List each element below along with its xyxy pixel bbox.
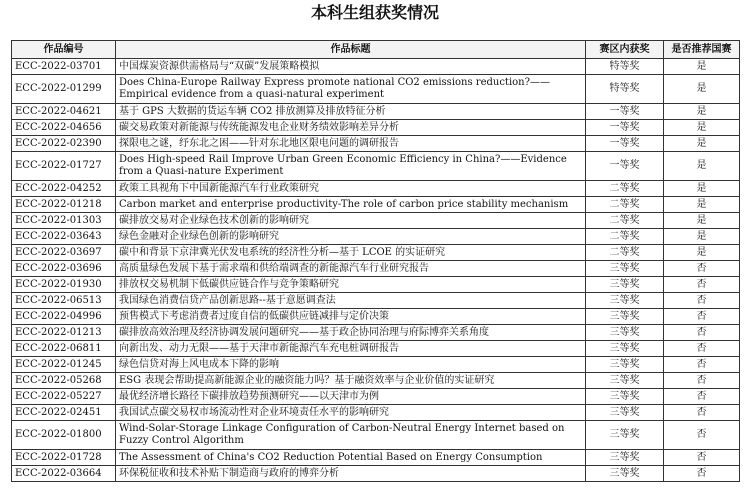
- cell-national-recommend: 是: [664, 181, 740, 197]
- table-row: [12, 341, 740, 357]
- cell-national-recommend: 是: [664, 152, 740, 181]
- table-row: [12, 75, 740, 104]
- table-row: [12, 389, 740, 405]
- table-body: [12, 59, 740, 482]
- cell-work-title: Carbon market and enterprise productivity-The role of carbon price stability mechanism: [116, 197, 586, 213]
- table-row: [12, 466, 740, 482]
- cell-work-title: 高质量绿色发展下基于需求端和供给端调查的新能源汽车行业研究报告: [116, 261, 586, 277]
- cell-regional-award: 三等奖: [586, 293, 664, 309]
- cell-regional-award: 二等奖: [586, 181, 664, 197]
- cell-work-title: 碳交易政策对新能源与传统能源发电企业财务绩效影响差异分析: [116, 120, 586, 136]
- cell-work-id: ECC-2022-03701: [12, 59, 116, 75]
- cell-national-recommend: 否: [664, 309, 740, 325]
- cell-work-title: 探限电之谜，纾东北之困——针对东北地区限电问题的调研报告: [116, 136, 586, 152]
- cell-work-id: ECC-2022-01245: [12, 357, 116, 373]
- awards-table: [11, 40, 740, 482]
- cell-national-recommend: 否: [664, 293, 740, 309]
- cell-work-id: ECC-2022-05227: [12, 389, 116, 405]
- cell-national-recommend: 否: [664, 325, 740, 341]
- table-row: [12, 293, 740, 309]
- cell-national-recommend: 是: [664, 59, 740, 75]
- cell-national-recommend: 是: [664, 75, 740, 104]
- cell-regional-award: 三等奖: [586, 389, 664, 405]
- cell-work-title: 最优经济增长路径下碳排放趋势预测研究——以天津市为例: [116, 389, 586, 405]
- table-row: [12, 181, 740, 197]
- cell-work-title: ESG 表现会帮助提高新能源企业的融资能力吗？基于融资效率与企业价值的实证研究: [116, 373, 586, 389]
- cell-national-recommend: 否: [664, 261, 740, 277]
- cell-regional-award: 二等奖: [586, 213, 664, 229]
- cell-work-id: ECC-2022-05268: [12, 373, 116, 389]
- cell-work-id: ECC-2022-01213: [12, 325, 116, 341]
- table-row: [12, 261, 740, 277]
- cell-work-id: ECC-2022-01303: [12, 213, 116, 229]
- cell-national-recommend: 否: [664, 357, 740, 373]
- table-row: [12, 309, 740, 325]
- table-row: [12, 373, 740, 389]
- cell-national-recommend: 否: [664, 277, 740, 293]
- table-row: [12, 213, 740, 229]
- cell-work-id: ECC-2022-04996: [12, 309, 116, 325]
- cell-work-id: ECC-2022-02390: [12, 136, 116, 152]
- cell-regional-award: 一等奖: [586, 136, 664, 152]
- cell-regional-award: 一等奖: [586, 152, 664, 181]
- cell-work-title: 向新出发、动力无限——基于天津市新能源汽车充电桩调研报告: [116, 341, 586, 357]
- cell-work-title: 我国试点碳交易权市场流动性对企业环境责任水平的影响研究: [116, 405, 586, 421]
- cell-national-recommend: 是: [664, 197, 740, 213]
- table-row: [12, 136, 740, 152]
- cell-regional-award: 三等奖: [586, 309, 664, 325]
- cell-regional-award: 特等奖: [586, 59, 664, 75]
- cell-work-id: ECC-2022-03696: [12, 261, 116, 277]
- cell-national-recommend: 否: [664, 421, 740, 450]
- header-regional-award: 赛区内获奖: [586, 41, 664, 59]
- cell-work-title: 我国绿色消费信贷产品创新思路--基于意愿调查法: [116, 293, 586, 309]
- table-row: [12, 152, 740, 181]
- cell-work-id: ECC-2022-01800: [12, 421, 116, 450]
- table-header-row: [12, 41, 740, 59]
- cell-national-recommend: 否: [664, 389, 740, 405]
- cell-work-id: ECC-2022-04252: [12, 181, 116, 197]
- cell-national-recommend: 否: [664, 341, 740, 357]
- cell-work-title: Wind-Solar-Storage Linkage Configuration of Carbon-Neutral Energy Internet based on Fuzzy Control Algorithm: [116, 421, 586, 450]
- cell-regional-award: 三等奖: [586, 341, 664, 357]
- cell-national-recommend: 否: [664, 373, 740, 389]
- cell-national-recommend: 是: [664, 136, 740, 152]
- cell-work-id: ECC-2022-04621: [12, 104, 116, 120]
- cell-regional-award: 特等奖: [586, 75, 664, 104]
- table-row: [12, 277, 740, 293]
- cell-work-title: Does China-Europe Railway Express promote national CO2 emissions reduction?——Empirical evidence from a quasi-natural experiment: [116, 75, 586, 104]
- cell-work-title: The Assessment of China's CO2 Reduction Potential Based on Energy Consumption: [116, 450, 586, 466]
- header-work-title: 作品标题: [116, 41, 586, 59]
- cell-national-recommend: 是: [664, 104, 740, 120]
- cell-regional-award: 三等奖: [586, 466, 664, 482]
- cell-national-recommend: 是: [664, 245, 740, 261]
- cell-regional-award: 三等奖: [586, 421, 664, 450]
- cell-national-recommend: 是: [664, 120, 740, 136]
- cell-work-title: 碳中和背景下京津冀光伏发电系统的经济性分析—基于 LCOE 的实证研究: [116, 245, 586, 261]
- cell-work-id: ECC-2022-06513: [12, 293, 116, 309]
- cell-national-recommend: 否: [664, 450, 740, 466]
- cell-work-id: ECC-2022-03664: [12, 466, 116, 482]
- cell-work-title: 政策工具视角下中国新能源汽车行业政策研究: [116, 181, 586, 197]
- cell-work-id: ECC-2022-06811: [12, 341, 116, 357]
- table-row: [12, 59, 740, 75]
- cell-regional-award: 二等奖: [586, 229, 664, 245]
- cell-regional-award: 三等奖: [586, 450, 664, 466]
- table-row: [12, 450, 740, 466]
- cell-work-title: 中国煤炭资源供需格局与“双碳”发展策略模拟: [116, 59, 586, 75]
- table-row: [12, 104, 740, 120]
- cell-work-id: ECC-2022-03697: [12, 245, 116, 261]
- cell-work-id: ECC-2022-02451: [12, 405, 116, 421]
- cell-work-title: Does High-speed Rail Improve Urban Green Economic Efficiency in China?——Evidence from a Quasi-nature Experiment: [116, 152, 586, 181]
- table-row: [12, 120, 740, 136]
- cell-regional-award: 三等奖: [586, 325, 664, 341]
- cell-work-id: ECC-2022-03643: [12, 229, 116, 245]
- cell-work-id: ECC-2022-01728: [12, 450, 116, 466]
- cell-national-recommend: 是: [664, 213, 740, 229]
- table-row: [12, 245, 740, 261]
- table-row: [12, 197, 740, 213]
- table-row: [12, 325, 740, 341]
- cell-work-title: 环保税征收和技术补贴下制造商与政府的博弈分析: [116, 466, 586, 482]
- cell-regional-award: 三等奖: [586, 405, 664, 421]
- cell-work-title: 碳排放交易对企业绿色技术创新的影响研究: [116, 213, 586, 229]
- cell-national-recommend: 否: [664, 405, 740, 421]
- table-row: [12, 421, 740, 450]
- cell-work-title: 基于 GPS 大数据的货运车辆 CO2 排放测算及排放特征分析: [116, 104, 586, 120]
- cell-work-title: 绿色信贷对海上风电成本下降的影响: [116, 357, 586, 373]
- cell-work-id: ECC-2022-01299: [12, 75, 116, 104]
- table-row: [12, 357, 740, 373]
- cell-regional-award: 三等奖: [586, 357, 664, 373]
- cell-national-recommend: 否: [664, 466, 740, 482]
- cell-work-title: 绿色金融对企业绿色创新的影响研究: [116, 229, 586, 245]
- cell-regional-award: 一等奖: [586, 120, 664, 136]
- cell-work-title: 预售模式下考虑消费者过度自信的低碳供应链减排与定价决策: [116, 309, 586, 325]
- table-row: [12, 229, 740, 245]
- cell-work-id: ECC-2022-04656: [12, 120, 116, 136]
- cell-regional-award: 三等奖: [586, 261, 664, 277]
- cell-work-id: ECC-2022-01930: [12, 277, 116, 293]
- header-national-recommend: 是否推荐国赛: [664, 41, 740, 59]
- cell-regional-award: 二等奖: [586, 245, 664, 261]
- cell-regional-award: 三等奖: [586, 373, 664, 389]
- cell-work-title: 排放权交易机制下低碳供应链合作与竞争策略研究: [116, 277, 586, 293]
- page-title: 本科生组获奖情况: [310, 3, 439, 22]
- cell-regional-award: 三等奖: [586, 277, 664, 293]
- cell-national-recommend: 是: [664, 229, 740, 245]
- cell-regional-award: 二等奖: [586, 197, 664, 213]
- cell-work-title: 碳排放高效治理及经济协调发展问题研究——基于政企协同治理与府际博弈关系角度: [116, 325, 586, 341]
- table-row: [12, 405, 740, 421]
- cell-work-id: ECC-2022-01727: [12, 152, 116, 181]
- cell-regional-award: 一等奖: [586, 104, 664, 120]
- header-work-id: 作品编号: [12, 41, 116, 59]
- cell-work-id: ECC-2022-01218: [12, 197, 116, 213]
